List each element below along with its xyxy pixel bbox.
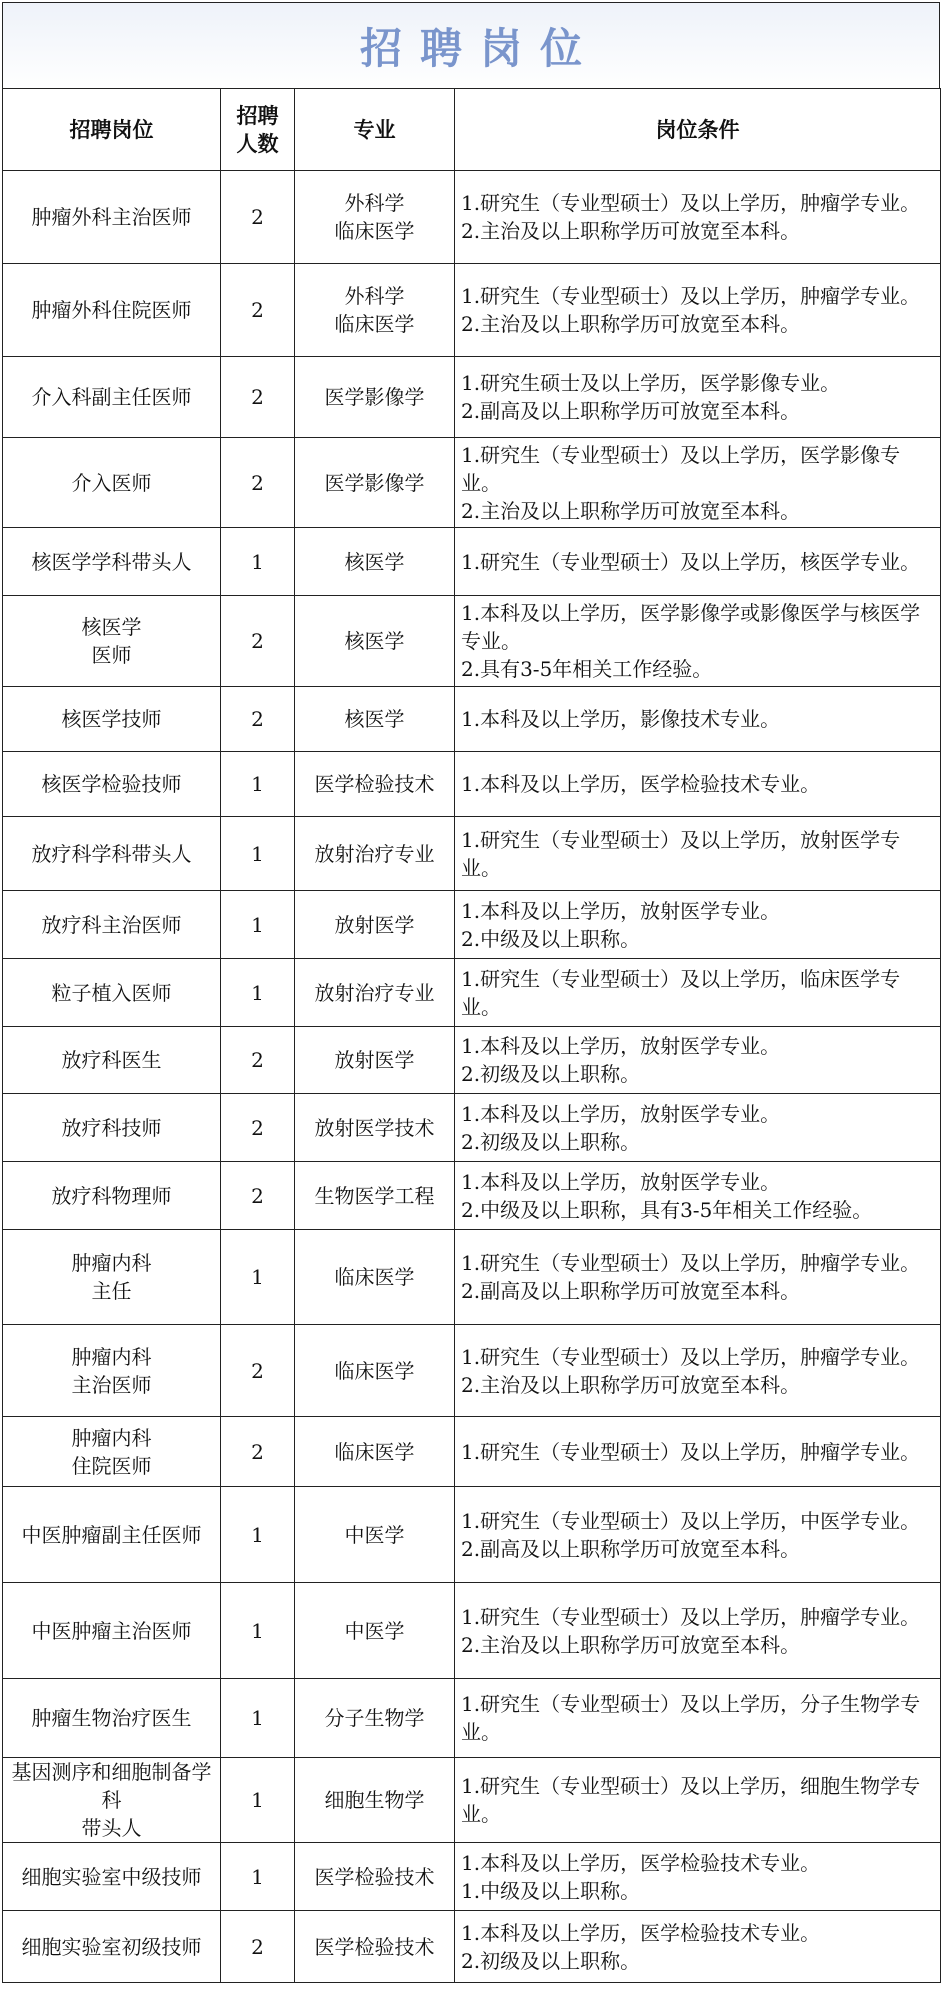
position-cell: 中医肿瘤副主任医师 (3, 1487, 221, 1583)
table-row (3, 596, 941, 687)
table-row (3, 959, 941, 1027)
position-cell: 放疗科医生 (3, 1027, 221, 1094)
count-cell: 2 (221, 438, 295, 528)
conditions-cell: 1.本科及以上学历，放射医学专业。 2.中级及以上职称。 (455, 891, 941, 959)
table-row (3, 817, 941, 891)
table-row (3, 1583, 941, 1679)
header-major: 专业 (295, 89, 455, 171)
major-cell: 医学影像学 (295, 438, 455, 528)
major-cell: 外科学 临床医学 (295, 171, 455, 264)
position-cell: 核医学 医师 (3, 596, 221, 687)
count-cell: 2 (221, 1417, 295, 1487)
position-cell: 核医学技师 (3, 687, 221, 752)
count-cell: 1 (221, 1843, 295, 1911)
conditions-cell: 1.本科及以上学历，医学检验技术专业。 1.中级及以上职称。 (455, 1843, 941, 1911)
count-cell: 1 (221, 891, 295, 959)
header-row (3, 89, 941, 171)
count-cell: 1 (221, 1679, 295, 1758)
position-cell: 细胞实验室初级技师 (3, 1911, 221, 1983)
conditions-cell: 1.本科及以上学历，放射医学专业。 2.初级及以上职称。 (455, 1027, 941, 1094)
position-cell: 核医学检验技师 (3, 752, 221, 817)
table-row (3, 1758, 941, 1843)
major-cell: 中医学 (295, 1487, 455, 1583)
conditions-cell: 1.本科及以上学历，医学影像学或影像医学与核医学专业。 2.具有3-5年相关工作经验。 (455, 596, 941, 687)
conditions-cell: 1.本科及以上学历，放射医学专业。 2.中级及以上职称，具有3-5年相关工作经验。 (455, 1162, 941, 1230)
conditions-cell: 1.研究生（专业型硕士）及以上学历，细胞生物学专业。 (455, 1758, 941, 1843)
major-cell: 放射治疗专业 (295, 959, 455, 1027)
count-cell: 1 (221, 528, 295, 596)
major-cell: 核医学 (295, 596, 455, 687)
major-cell: 医学检验技术 (295, 1911, 455, 1983)
count-cell: 2 (221, 1911, 295, 1983)
position-cell: 介入医师 (3, 438, 221, 528)
major-cell: 临床医学 (295, 1417, 455, 1487)
position-cell: 介入科副主任医师 (3, 357, 221, 438)
count-cell: 2 (221, 357, 295, 438)
position-cell: 细胞实验室中级技师 (3, 1843, 221, 1911)
major-cell: 临床医学 (295, 1325, 455, 1417)
table-row (3, 264, 941, 357)
conditions-cell: 1.研究生（专业型硕士）及以上学历，放射医学专业。 (455, 817, 941, 891)
count-cell: 1 (221, 1487, 295, 1583)
position-cell: 放疗科物理师 (3, 1162, 221, 1230)
table-row (3, 1230, 941, 1325)
conditions-cell: 1.研究生（专业型硕士）及以上学历，肿瘤学专业。 (455, 1417, 941, 1487)
conditions-cell: 1.本科及以上学历，影像技术专业。 (455, 687, 941, 752)
major-cell: 分子生物学 (295, 1679, 455, 1758)
count-cell: 2 (221, 687, 295, 752)
major-cell: 医学检验技术 (295, 752, 455, 817)
conditions-cell: 1.研究生（专业型硕士）及以上学历，肿瘤学专业。 2.主治及以上职称学历可放宽至本科。 (455, 171, 941, 264)
major-cell: 外科学 临床医学 (295, 264, 455, 357)
conditions-cell: 1.本科及以上学历，放射医学专业。 2.初级及以上职称。 (455, 1094, 941, 1162)
conditions-cell: 1.研究生（专业型硕士）及以上学历，核医学专业。 (455, 528, 941, 596)
header-position: 招聘岗位 (3, 89, 221, 171)
conditions-cell: 1.研究生（专业型硕士）及以上学历，医学影像专业。 2.主治及以上职称学历可放宽至本科。 (455, 438, 941, 528)
major-cell: 放射医学 (295, 891, 455, 959)
position-cell: 基因测序和细胞制备学科 带头人 (3, 1758, 221, 1843)
major-cell: 放射医学技术 (295, 1094, 455, 1162)
major-cell: 核医学 (295, 687, 455, 752)
count-cell: 2 (221, 1027, 295, 1094)
conditions-cell: 1.研究生（专业型硕士）及以上学历，肿瘤学专业。 2.主治及以上职称学历可放宽至本科。 (455, 1583, 941, 1679)
recruitment-table (2, 88, 941, 1983)
recruitment-page (2, 2, 940, 2008)
conditions-cell: 1.本科及以上学历，医学检验技术专业。 (455, 752, 941, 817)
position-cell: 粒子植入医师 (3, 959, 221, 1027)
major-cell: 中医学 (295, 1583, 455, 1679)
position-cell: 放疗科主治医师 (3, 891, 221, 959)
position-cell: 肿瘤内科 住院医师 (3, 1417, 221, 1487)
major-cell: 临床医学 (295, 1230, 455, 1325)
position-cell: 肿瘤外科住院医师 (3, 264, 221, 357)
count-cell: 2 (221, 1094, 295, 1162)
banner (2, 2, 940, 89)
table-row (3, 687, 941, 752)
major-cell: 细胞生物学 (295, 1758, 455, 1843)
position-cell: 肿瘤外科主治医师 (3, 171, 221, 264)
position-cell: 放疗科技师 (3, 1094, 221, 1162)
position-cell: 中医肿瘤主治医师 (3, 1583, 221, 1679)
table-row (3, 438, 941, 528)
table-row (3, 1162, 941, 1230)
table-row (3, 1417, 941, 1487)
position-cell: 肿瘤生物治疗医生 (3, 1679, 221, 1758)
count-cell: 2 (221, 1162, 295, 1230)
position-cell: 核医学学科带头人 (3, 528, 221, 596)
conditions-cell: 1.研究生硕士及以上学历，医学影像专业。 2.副高及以上职称学历可放宽至本科。 (455, 357, 941, 438)
position-cell: 肿瘤内科 主治医师 (3, 1325, 221, 1417)
position-cell: 放疗科学科带头人 (3, 817, 221, 891)
major-cell: 核医学 (295, 528, 455, 596)
table-row (3, 1843, 941, 1911)
count-cell: 2 (221, 1325, 295, 1417)
count-cell: 2 (221, 596, 295, 687)
table-row (3, 357, 941, 438)
major-cell: 生物医学工程 (295, 1162, 455, 1230)
conditions-cell: 1.研究生（专业型硕士）及以上学历，分子生物学专业。 (455, 1679, 941, 1758)
table-row (3, 1487, 941, 1583)
table-row (3, 171, 941, 264)
table-row (3, 1094, 941, 1162)
count-cell: 2 (221, 264, 295, 357)
major-cell: 放射治疗专业 (295, 817, 455, 891)
count-cell: 1 (221, 817, 295, 891)
table-row (3, 528, 941, 596)
table-row (3, 1679, 941, 1758)
conditions-cell: 1.研究生（专业型硕士）及以上学历，肿瘤学专业。 2.主治及以上职称学历可放宽至本科。 (455, 1325, 941, 1417)
count-cell: 1 (221, 1583, 295, 1679)
table-row (3, 1027, 941, 1094)
count-cell: 1 (221, 959, 295, 1027)
count-cell: 1 (221, 1758, 295, 1843)
header-count: 招聘人数 (221, 89, 295, 171)
table-row (3, 1911, 941, 1983)
major-cell: 放射医学 (295, 1027, 455, 1094)
count-cell: 1 (221, 752, 295, 817)
conditions-cell: 1.本科及以上学历，医学检验技术专业。 2.初级及以上职称。 (455, 1911, 941, 1983)
table-row (3, 1325, 941, 1417)
conditions-cell: 1.研究生（专业型硕士）及以上学历，临床医学专业。 (455, 959, 941, 1027)
major-cell: 医学检验技术 (295, 1843, 455, 1911)
conditions-cell: 1.研究生（专业型硕士）及以上学历，中医学专业。 2.副高及以上职称学历可放宽至本科。 (455, 1487, 941, 1583)
conditions-cell: 1.研究生（专业型硕士）及以上学历，肿瘤学专业。 2.副高及以上职称学历可放宽至本科。 (455, 1230, 941, 1325)
count-cell: 2 (221, 171, 295, 264)
table-row (3, 891, 941, 959)
table-row (3, 752, 941, 817)
header-conditions: 岗位条件 (455, 89, 941, 171)
count-cell: 1 (221, 1230, 295, 1325)
conditions-cell: 1.研究生（专业型硕士）及以上学历，肿瘤学专业。 2.主治及以上职称学历可放宽至本科。 (455, 264, 941, 357)
major-cell: 医学影像学 (295, 357, 455, 438)
position-cell: 肿瘤内科 主任 (3, 1230, 221, 1325)
banner-title: 招聘岗位 (359, 24, 600, 73)
